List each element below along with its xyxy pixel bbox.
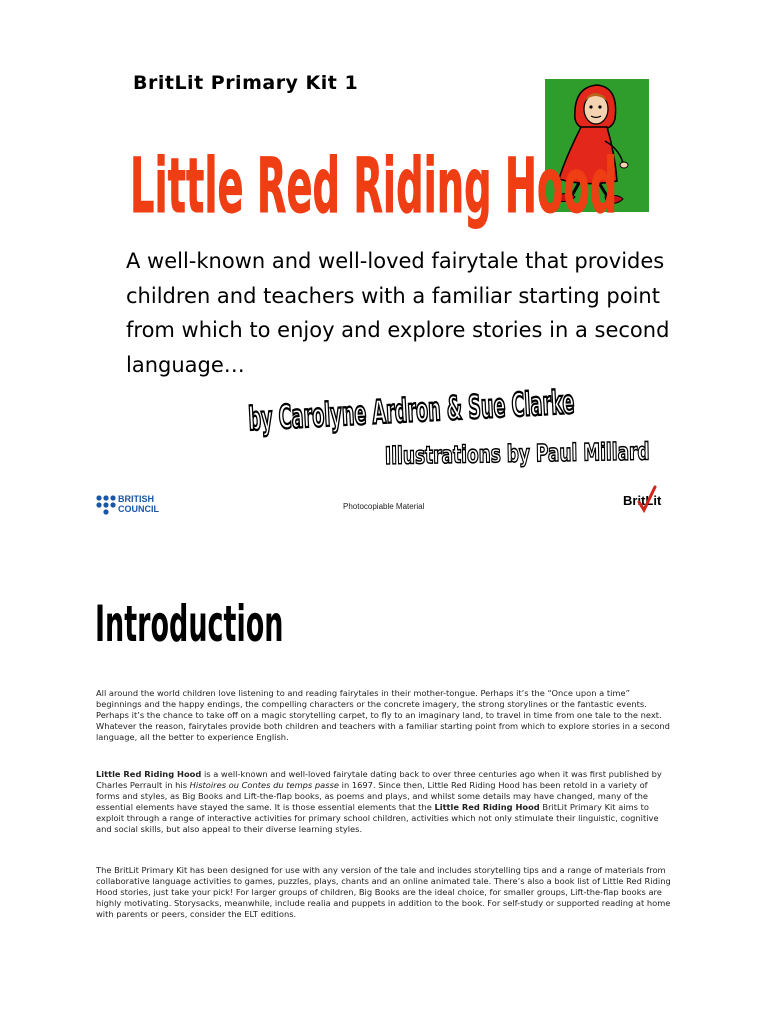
- check-mark-icon: [637, 486, 657, 514]
- photocopiable-label: Photocopiable Material: [343, 502, 425, 511]
- intro-paragraph-2: [96, 769, 672, 836]
- tagline: A well-known and well-loved fairytale that provides children and teachers with a familiar starting point from which to enjoy and explore stories in a second language…: [126, 249, 670, 377]
- britlit-logo: [623, 486, 668, 516]
- story-title-bold: Little Red Riding Hood: [96, 769, 202, 779]
- intro-paragraph-1: All around the world children love listening to and reading fairytales in their mother-tongue. Perhaps it’s the “Once upon a time” beginnings and the happy endings, the compelling characters or the concrete imagery, the strong storylines or the fantastic events. Perhaps it’s the chance to take off on a magic storytelling carpet, to fly to an imaginary land, to travel in time from one tale to the next. Whatever the reason, fairytales provide both children and teachers with a familiar starting point from which to explore stories in a second language, all the better to experience English.: [96, 688, 670, 743]
- paragraph-2-text-b: in 1697. Since then, Little Red Riding Hood has been retold in a variety of forms and styles, as Big Books and Lift-the-flap books, as poems and plays, and whilst some details may have changed, many of the essential elements have stayed the same. It is those essential elements that the: [96, 780, 649, 813]
- illustrator-credit: [383, 437, 653, 474]
- british-council-line1: BRITISH: [118, 494, 154, 504]
- british-council-line2: COUNCIL: [118, 504, 159, 514]
- intro-paragraph-3: The BritLit Primary Kit has been designed for use with any version of the tale and includes storytelling tips and a range of materials from collaborative language activities to games, puzzles, plays, chants and an online animated tale. There’s also a book list of Little Red Riding Hood stories, just take your pick! For larger groups of children, Big Books are the ideal choice, for smaller groups, Lift-the-flap books are highly motivating. Storysacks, meanwhile, include realia and puppets in addition to the book. For self-study or supported reading at home with parents or peers, consider the ELT editions.: [96, 865, 671, 920]
- british-council-dots-icon: [96, 494, 116, 514]
- illustrator-text: Illustrations by Paul Millard: [384, 437, 650, 470]
- perrault-book-title: Histoires ou Contes du temps passe: [189, 780, 339, 791]
- paragraph-2-text-a: is a well-known and well-loved fairytale dating back to over three centuries ago when it was first published by Charles Perrault in his: [96, 769, 662, 791]
- introduction-heading-text: Introduction: [95, 596, 284, 654]
- introduction-heading: [93, 595, 323, 655]
- story-title-bold-2: Little Red Riding Hood: [434, 802, 540, 813]
- book-title: [126, 118, 618, 231]
- british-council-logo: [96, 494, 166, 514]
- kit-title: BritLit Primary Kit 1: [133, 72, 359, 94]
- paragraph-2-text-c: BritLit Primary Kit aims to exploit through a range of interactive activities for primary school children, activities which not only stimulate their linguistic, cognitive and social skills, but also appeal to their diverse learning styles.: [96, 802, 659, 835]
- authors-text: by Carolyne Ardron & Sue Clarke: [247, 384, 576, 439]
- book-title-text: Little Red Riding Hood: [130, 142, 618, 231]
- britlit-logo-text: BritLit: [623, 493, 662, 508]
